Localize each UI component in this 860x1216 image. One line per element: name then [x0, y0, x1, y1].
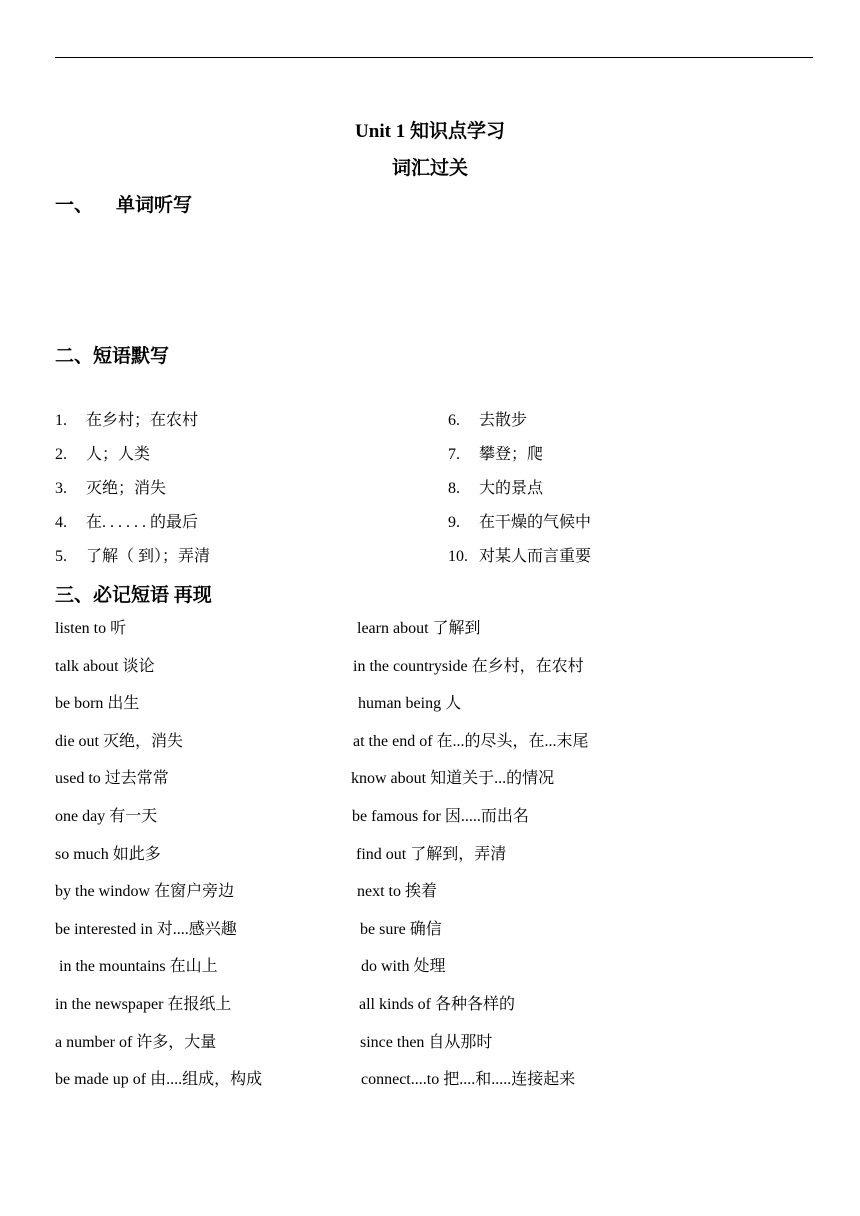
phrase-number: 10.: [448, 548, 468, 565]
phrase-left: used to 过去常常: [55, 770, 169, 788]
phrase-number: 2.: [55, 446, 67, 463]
phrase-item: [55, 478, 210, 512]
phrase-item: [448, 478, 591, 512]
phrase-left: one day 有一天: [55, 807, 158, 825]
phrase-right: connect....to 把....和.....连接起来: [361, 1071, 576, 1089]
phrase-right: learn about 了解到: [357, 620, 481, 637]
phrase-item: [55, 410, 210, 444]
phrase-right: find out 了解到，弄清: [356, 845, 507, 863]
phrase-item: [448, 410, 591, 444]
phrase-row: [55, 731, 815, 769]
phrase-number: 5.: [55, 548, 67, 565]
phrase-text: 在干燥的气候中: [479, 514, 592, 531]
phrase-right: know about 知道关于...的情况: [351, 770, 555, 788]
phrase-right: since then 自从那时: [360, 1033, 493, 1051]
phrase-right: be famous for 因.....而出名: [352, 807, 529, 825]
phrase-number: 4.: [55, 514, 67, 531]
phrase-text: 大的景点: [479, 480, 544, 497]
phrase-right: all kinds of 各种各样的: [359, 995, 515, 1013]
phrase-item: [448, 546, 591, 580]
phrase-left: be born 出生: [55, 695, 140, 713]
phrase-left: by the window 在窗户旁边: [55, 883, 235, 901]
page-subtitle: 词汇过关: [391, 158, 468, 179]
phrase-text: 对某人而言重要: [479, 548, 592, 565]
phrase-left: so much 如此多: [55, 845, 161, 863]
phrase-text: 灭绝；消失: [86, 480, 167, 497]
phrase-number: 3.: [55, 480, 67, 497]
phrase-item: [55, 546, 210, 580]
section-1-heading: [55, 190, 192, 217]
phrase-right: next to 挨着: [357, 883, 437, 901]
phrase-left: listen to 听: [55, 620, 127, 637]
phrase-text: 在乡村；在农村: [86, 412, 199, 429]
phrase-row: [55, 956, 815, 994]
phrase-right: be sure 确信: [360, 920, 442, 938]
section-1-number: 一、: [55, 195, 94, 216]
phrase-number: 7.: [448, 446, 460, 463]
phrase-right: at the end of 在...的尽头，在...末尾: [353, 732, 589, 750]
phrase-left: die out 灭绝，消失: [55, 732, 183, 750]
phrase-row: [55, 881, 815, 919]
section-2-heading: 二、短语默写: [55, 346, 170, 367]
phrase-left: a number of 许多，大量: [55, 1033, 217, 1051]
phrase-right: human being 人: [358, 695, 462, 713]
phrase-item: [448, 512, 591, 546]
phrase-row: [55, 1032, 815, 1070]
phrase-row: [55, 656, 815, 694]
phrase-row: [55, 806, 815, 844]
phrase-right: do with 处理: [361, 958, 446, 976]
phrase-left: in the newspaper 在报纸上: [55, 995, 232, 1013]
phrase-table: [55, 618, 815, 1107]
phrase-text: 人；人类: [86, 446, 151, 463]
phrase-row: [55, 919, 815, 957]
phrase-number: 8.: [448, 480, 460, 497]
phrase-row: [55, 768, 815, 806]
phrase-left: in the mountains 在山上: [59, 958, 218, 976]
phrase-list-left: [55, 410, 210, 580]
phrase-right: in the countryside 在乡村，在农村: [353, 657, 584, 675]
phrase-number: 9.: [448, 514, 460, 531]
phrase-row: [55, 618, 815, 656]
phrase-row: [55, 994, 815, 1032]
phrase-list-right: [448, 410, 591, 580]
phrase-item: [448, 444, 591, 478]
section-1-title: 单词听写: [116, 195, 193, 216]
phrase-left: be made up of 由....组成，构成: [55, 1071, 263, 1089]
phrase-left: talk about 谈论: [55, 657, 155, 675]
phrase-row: [55, 693, 815, 731]
phrase-text: 在. . . . . . 的最后: [86, 514, 199, 531]
phrase-item: [55, 512, 210, 546]
phrase-item: [55, 444, 210, 478]
phrase-row: [55, 844, 815, 882]
phrase-text: 了解（ 到）；弄清: [86, 548, 211, 565]
phrase-text: 攀登；爬: [479, 446, 544, 463]
section-3-heading: 三、必记短语 再现: [55, 585, 212, 606]
phrase-row: [55, 1069, 815, 1107]
page-title: Unit 1 知识点学习: [355, 121, 505, 142]
header-rule: [55, 57, 813, 58]
phrase-number: 6.: [448, 412, 460, 429]
phrase-left: be interested in 对....感兴趣: [55, 920, 237, 938]
phrase-text: 去散步: [479, 412, 528, 429]
phrase-number: 1.: [55, 412, 67, 429]
